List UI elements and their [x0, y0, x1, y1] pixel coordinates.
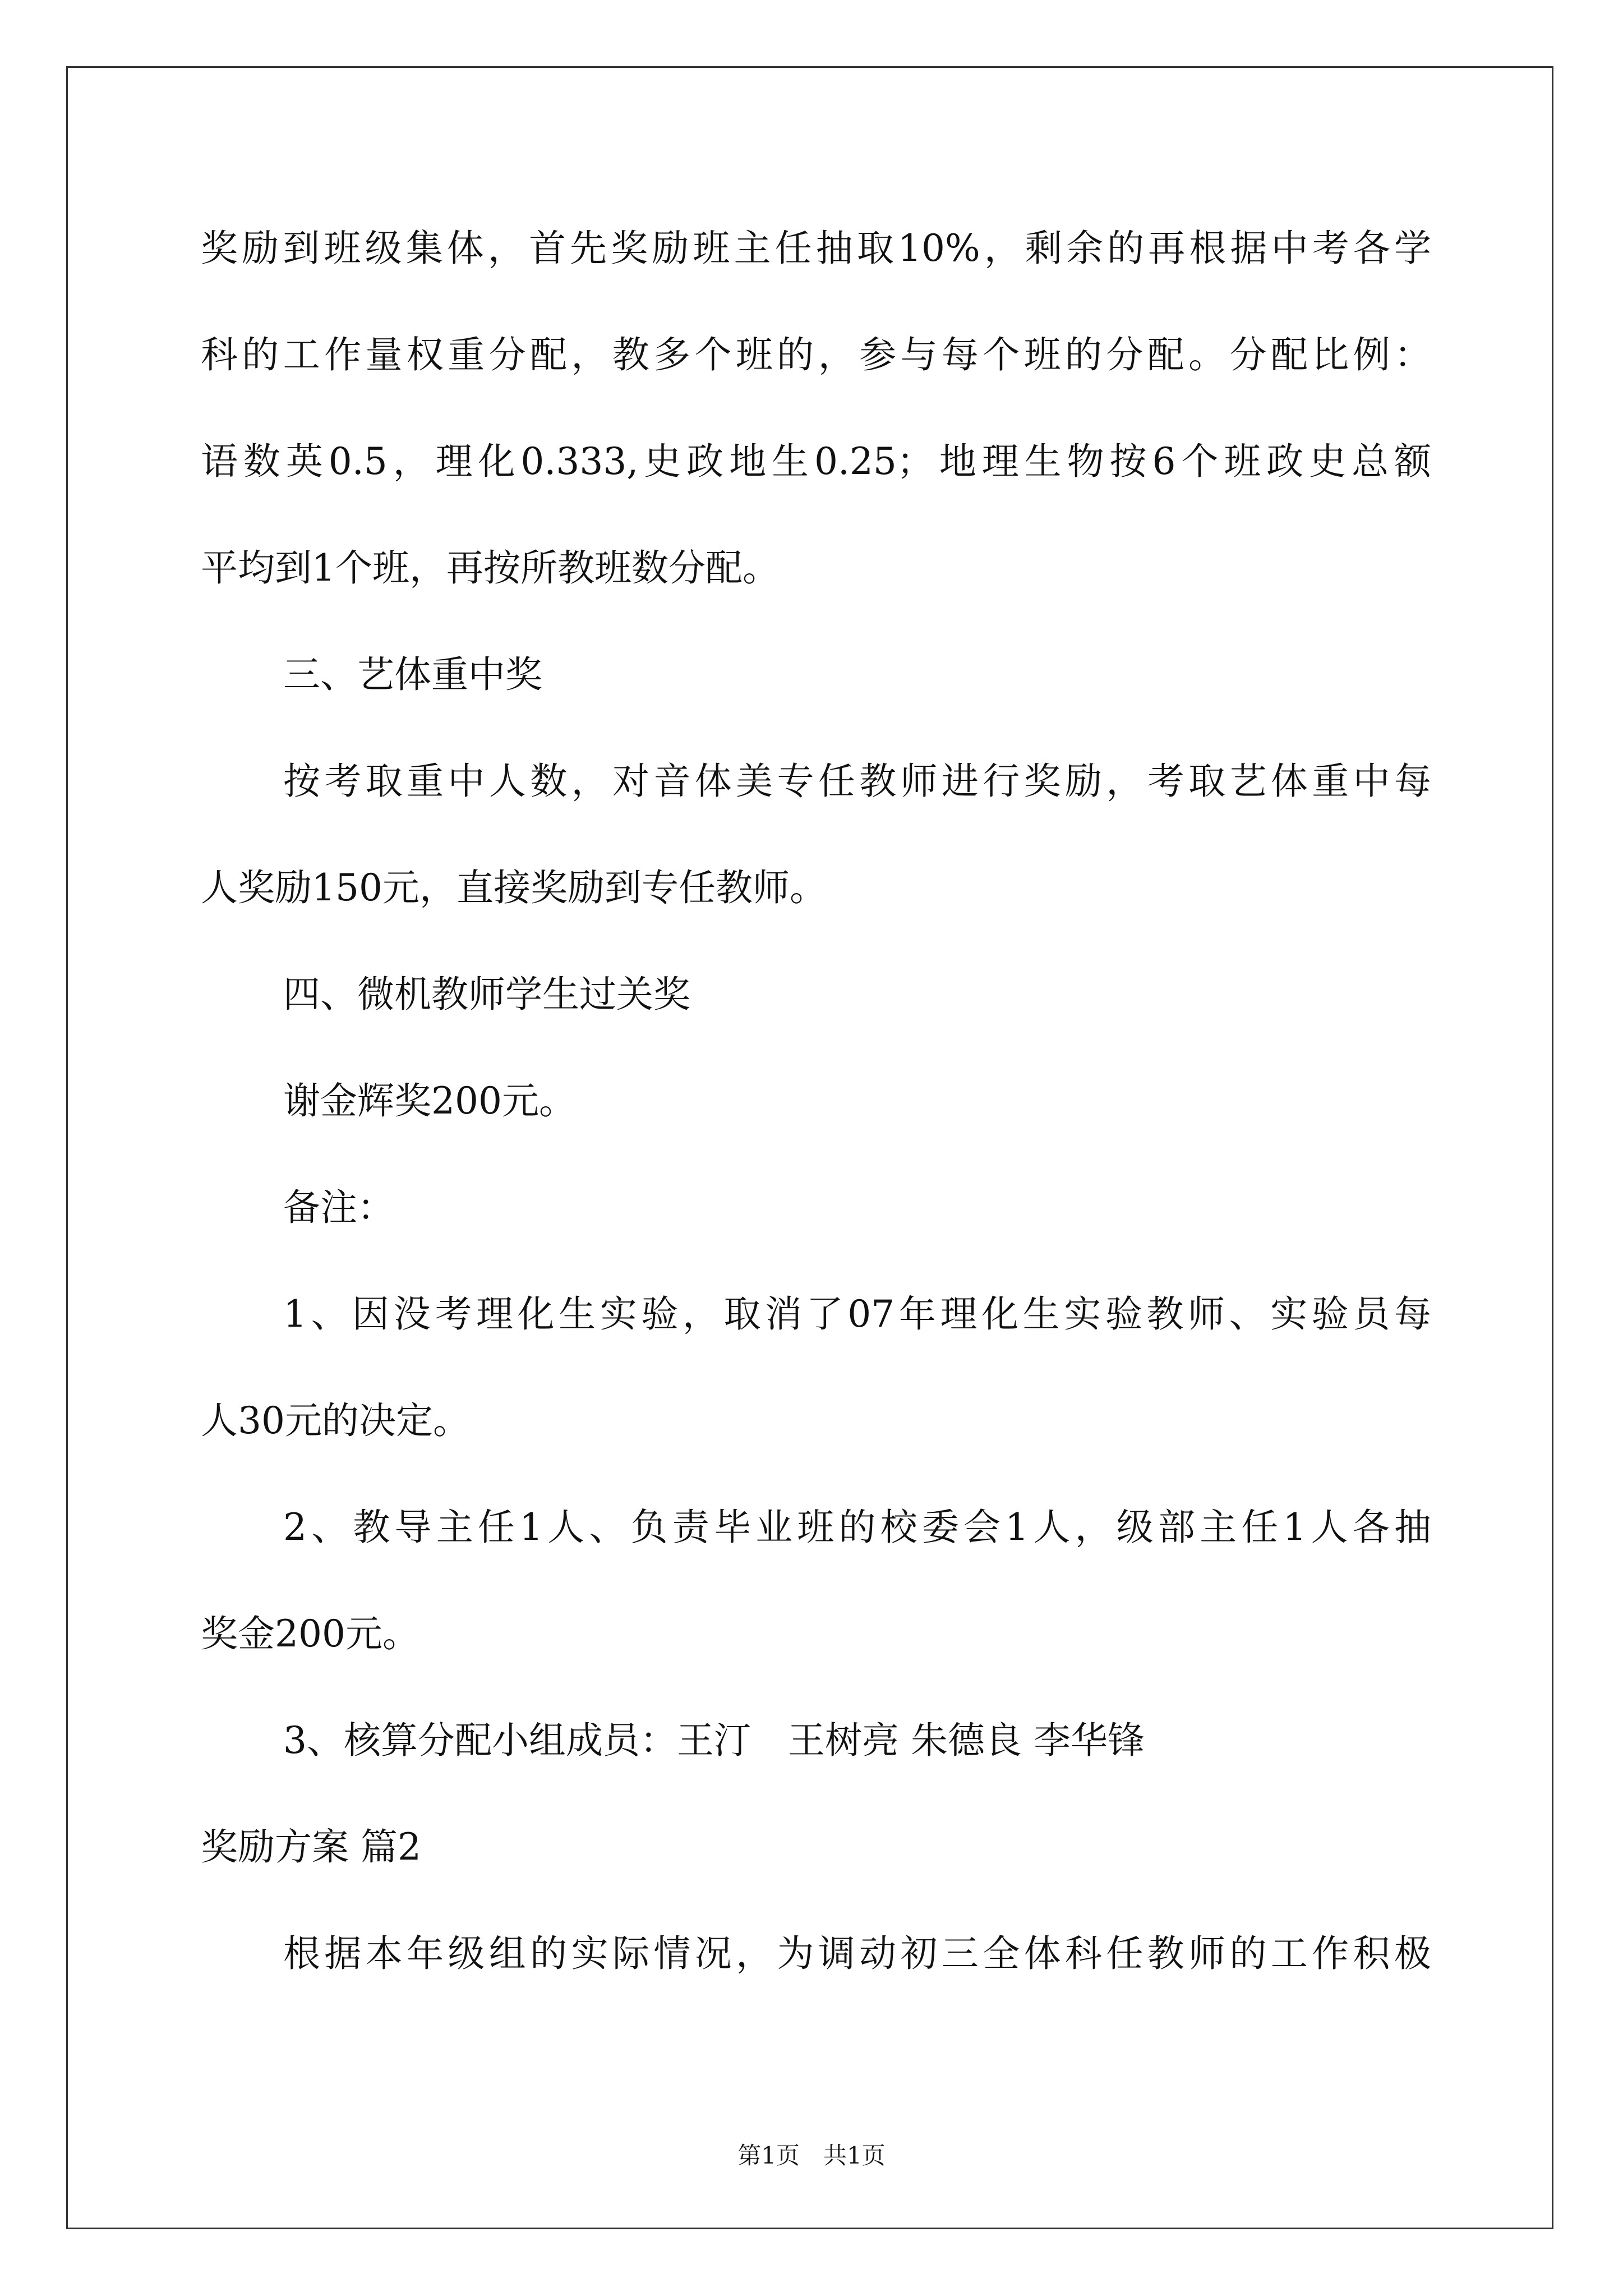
note-1-line-1: 1、因没考理化生实验，取消了07年理化生实验教师、实验员每 [283, 1292, 1431, 1336]
body-line-3: 语数英0.5，理化0.333,史政地生0.25；地理生物按6个班政史总额 [201, 440, 1431, 483]
section-heading-3: 三、艺体重中奖 [283, 653, 542, 696]
body-line-7: 人奖励150元，直接奖励到专任教师。 [201, 866, 827, 909]
section-title-plan-2: 奖励方案 篇2 [201, 1825, 421, 1869]
body-line-9: 谢金辉奖200元。 [283, 1079, 576, 1122]
note-3: 3、核算分配小组成员：王汀 王树亮 朱德良 李华锋 [283, 1719, 1145, 1762]
body-line-1: 奖励到班级集体，首先奖励班主任抽取10%，剩余的再根据中考各学 [201, 227, 1431, 270]
page-footer: 第1页 共1页 [737, 2142, 886, 2169]
note-2-line-2: 奖金200元。 [201, 1612, 419, 1655]
page-border [66, 66, 1553, 2229]
body-line-2: 科的工作量权重分配，教多个班的，参与每个班的分配。分配比例： [201, 333, 1431, 376]
body-line-4: 平均到1个班，再按所教班数分配。 [201, 546, 780, 590]
note-2-line-1: 2、教导主任1人、负责毕业班的校委会1人，级部主任1人各抽 [283, 1506, 1431, 1549]
body-line-17: 根据本年级组的实际情况，为调动初三全体科任教师的工作积极 [283, 1932, 1431, 1975]
notes-heading: 备注： [283, 1186, 394, 1229]
section-heading-4: 四、微机教师学生过关奖 [283, 973, 690, 1016]
note-1-line-2: 人30元的决定。 [201, 1399, 470, 1442]
body-line-6: 按考取重中人数，对音体美专任教师进行奖励，考取艺体重中每 [283, 760, 1431, 803]
